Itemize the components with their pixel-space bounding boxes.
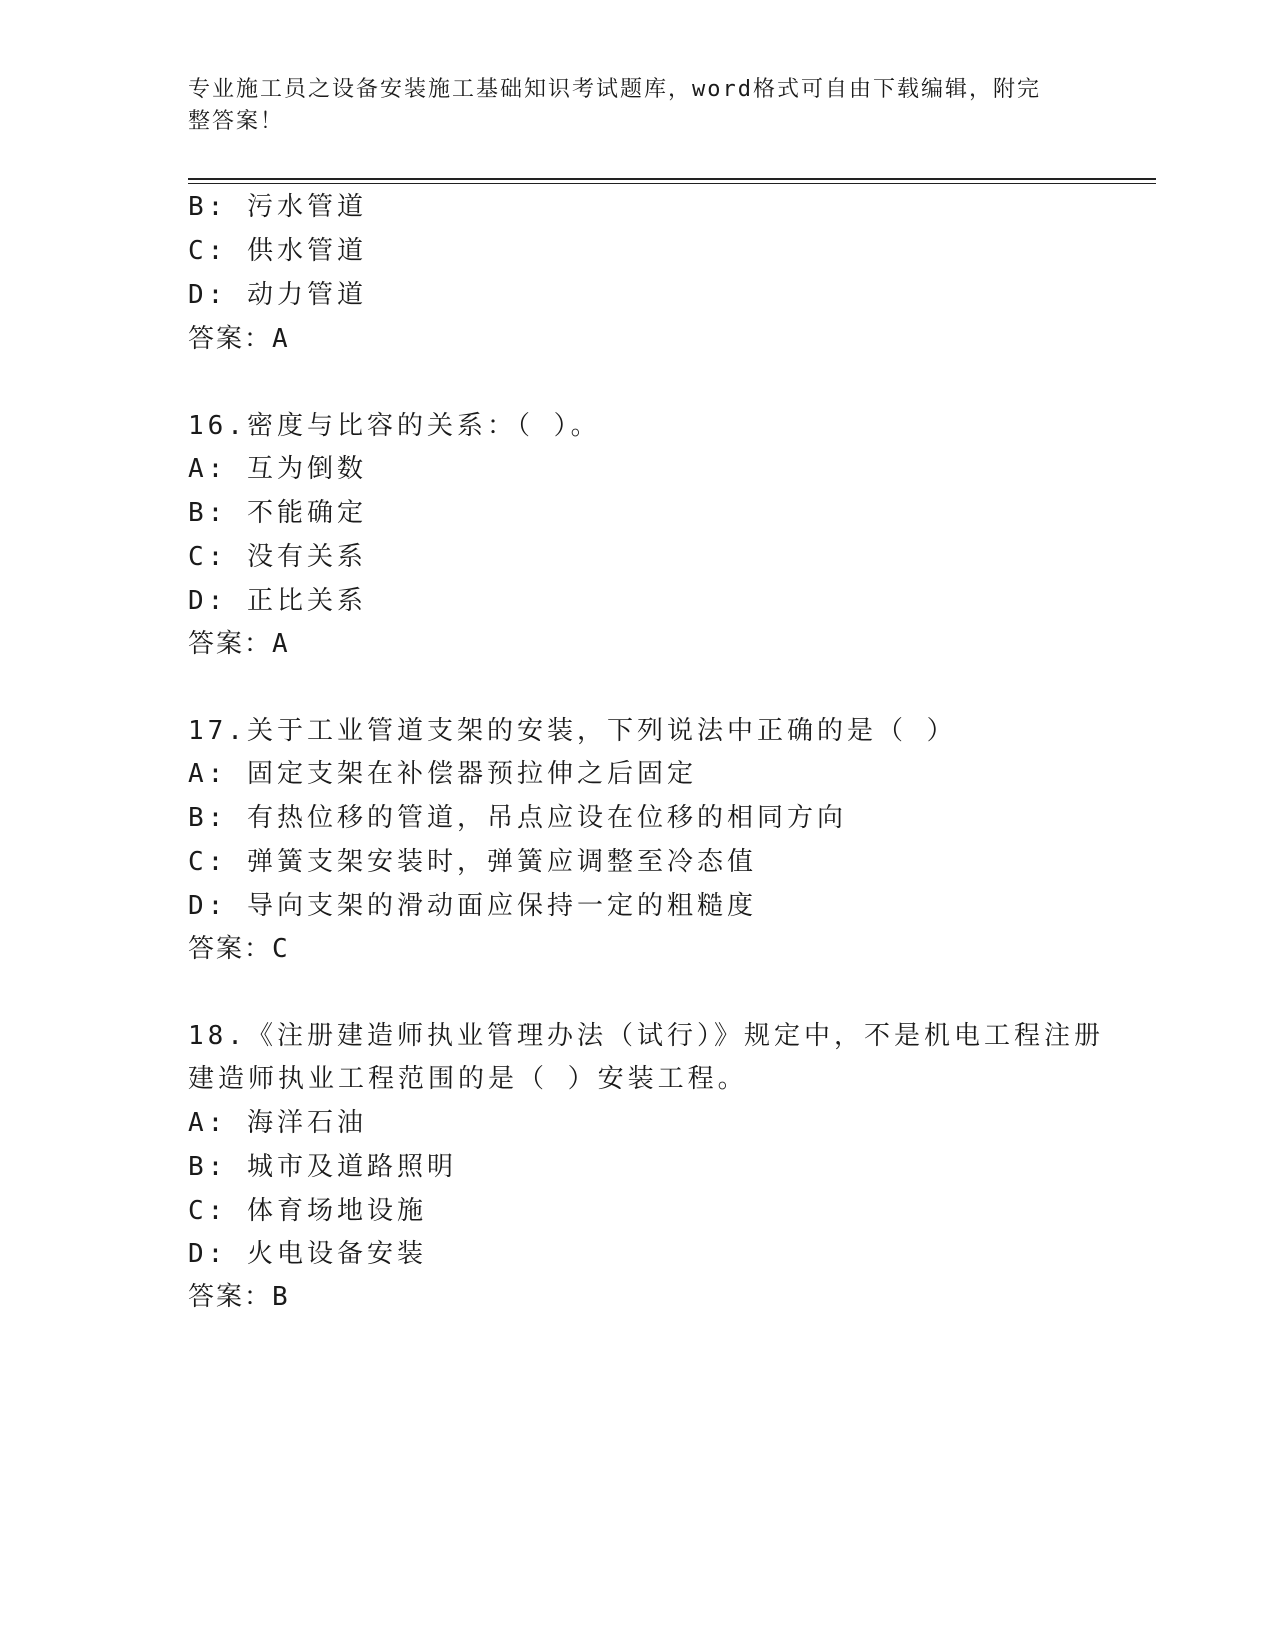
q16-option-b: B: 不能确定 bbox=[188, 498, 367, 528]
q18-question-line-2: 建造师执业工程范围的是（ ）安装工程。 bbox=[188, 1064, 748, 1094]
header-line-1: 专业施工员之设备安装施工基础知识考试题库，word格式可自由下载编辑，附完 bbox=[188, 77, 1041, 102]
q18-option-a: A: 海洋石油 bbox=[188, 1108, 367, 1138]
q15-answer: 答案：A bbox=[188, 324, 290, 354]
header-line-2: 整答案！ bbox=[188, 109, 285, 134]
q15-option-d: D: 动力管道 bbox=[188, 280, 367, 310]
q18-option-d: D: 火电设备安装 bbox=[188, 1239, 427, 1269]
q17-option-d: D: 导向支架的滑动面应保持一定的粗糙度 bbox=[188, 891, 757, 921]
q17-option-c: C: 弹簧支架安装时，弹簧应调整至冷态值 bbox=[188, 847, 757, 877]
q17-option-b: B: 有热位移的管道，吊点应设在位移的相同方向 bbox=[188, 803, 847, 833]
q16-option-a: A: 互为倒数 bbox=[188, 454, 367, 484]
q18-option-c: C: 体育场地设施 bbox=[188, 1196, 427, 1226]
q15-option-b: B: 污水管道 bbox=[188, 192, 367, 222]
q18-question-line-1: 18.《注册建造师执业管理办法（试行）》规定中，不是机电工程注册 bbox=[188, 1021, 1104, 1051]
q18-option-b: B: 城市及道路照明 bbox=[188, 1152, 457, 1182]
header-divider-thick bbox=[188, 178, 1156, 180]
q16-option-d: D: 正比关系 bbox=[188, 586, 367, 616]
document-header bbox=[188, 74, 1068, 138]
q16-answer: 答案：A bbox=[188, 629, 290, 659]
q17-answer: 答案：C bbox=[188, 934, 290, 964]
q15-option-c: C: 供水管道 bbox=[188, 236, 367, 266]
q17-option-a: A: 固定支架在补偿器预拉伸之后固定 bbox=[188, 759, 697, 789]
q18-answer: 答案：B bbox=[188, 1282, 290, 1312]
q16-question: 16.密度与比容的关系：（ ）。 bbox=[188, 411, 601, 441]
q16-option-c: C: 没有关系 bbox=[188, 542, 367, 572]
q17-question: 17.关于工业管道支架的安装，下列说法中正确的是（ ） bbox=[188, 716, 957, 746]
header-divider-thin bbox=[188, 183, 1156, 184]
